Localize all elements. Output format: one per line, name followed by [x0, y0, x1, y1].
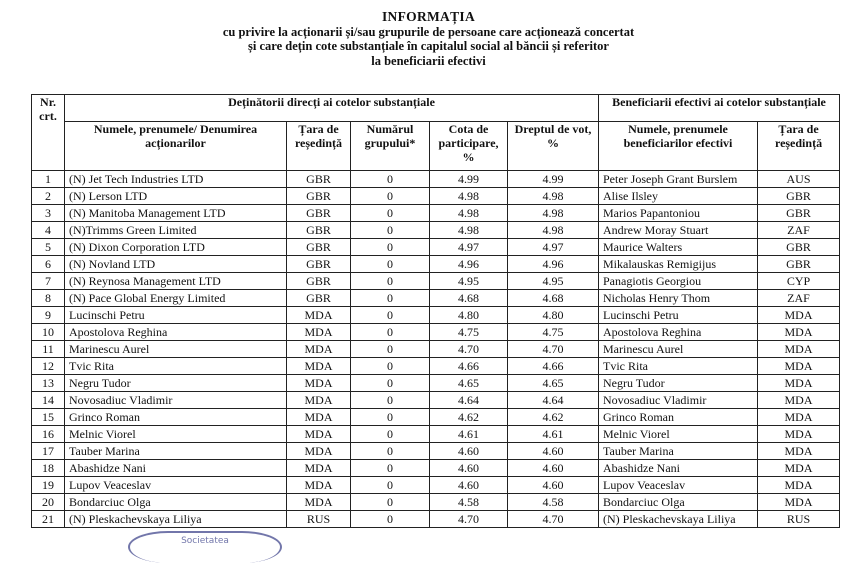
- row-nr: 9: [32, 307, 65, 324]
- row-beneficiary: (N) Pleskachevskaya Liliya: [599, 511, 758, 528]
- table-row: [32, 324, 840, 341]
- row-country: MDA: [287, 494, 351, 511]
- row-group: 0: [351, 171, 430, 188]
- row-nr: 18: [32, 460, 65, 477]
- row-share: 4.98: [430, 188, 508, 205]
- row-share: 4.61: [430, 426, 508, 443]
- row-beneficiary: Alise Ilsley: [599, 188, 758, 205]
- row-country: GBR: [287, 171, 351, 188]
- row-name: Lucinschi Petru: [65, 307, 287, 324]
- table-row: [32, 443, 840, 460]
- row-nr: 4: [32, 222, 65, 239]
- row-beneficiary: Tauber Marina: [599, 443, 758, 460]
- row-group: 0: [351, 494, 430, 511]
- row-group: 0: [351, 290, 430, 307]
- row-beneficiary: Andrew Moray Stuart: [599, 222, 758, 239]
- row-name: Abashidze Nani: [65, 460, 287, 477]
- row-group: 0: [351, 409, 430, 426]
- row-ben-country: AUS: [758, 171, 840, 188]
- row-name: Apostolova Reghina: [65, 324, 287, 341]
- row-share: 4.75: [430, 324, 508, 341]
- document-title-block: [0, 10, 857, 68]
- table-row: [32, 392, 840, 409]
- row-ben-country: MDA: [758, 307, 840, 324]
- row-vote: 4.65: [508, 375, 599, 392]
- row-beneficiary: Maurice Walters: [599, 239, 758, 256]
- row-ben-country: ZAF: [758, 290, 840, 307]
- row-country: GBR: [287, 222, 351, 239]
- row-ben-country: MDA: [758, 409, 840, 426]
- table-row: [32, 358, 840, 375]
- row-share: 4.60: [430, 460, 508, 477]
- table-row: [32, 239, 840, 256]
- row-nr: 21: [32, 511, 65, 528]
- row-beneficiary: Apostolova Reghina: [599, 324, 758, 341]
- row-name: (N)Trimms Green Limited: [65, 222, 287, 239]
- row-ben-country: GBR: [758, 205, 840, 222]
- row-group: 0: [351, 273, 430, 290]
- row-ben-country: CYP: [758, 273, 840, 290]
- table-row: [32, 511, 840, 528]
- table-row: [32, 426, 840, 443]
- row-name: (N) Reynosa Management LTD: [65, 273, 287, 290]
- row-country: MDA: [287, 460, 351, 477]
- row-vote: 4.70: [508, 341, 599, 358]
- row-country: MDA: [287, 477, 351, 494]
- row-nr: 5: [32, 239, 65, 256]
- row-country: MDA: [287, 392, 351, 409]
- header-nr: Nr. crt.: [32, 95, 65, 171]
- row-country: GBR: [287, 273, 351, 290]
- row-group: 0: [351, 392, 430, 409]
- row-nr: 16: [32, 426, 65, 443]
- row-nr: 13: [32, 375, 65, 392]
- header-share: Cota de participare, %: [430, 122, 508, 171]
- row-beneficiary: Peter Joseph Grant Burslem: [599, 171, 758, 188]
- row-beneficiary: Lupov Veaceslav: [599, 477, 758, 494]
- row-country: MDA: [287, 426, 351, 443]
- row-name: Lupov Veaceslav: [65, 477, 287, 494]
- row-ben-country: MDA: [758, 324, 840, 341]
- row-beneficiary: Tvic Rita: [599, 358, 758, 375]
- row-beneficiary: Nicholas Henry Thom: [599, 290, 758, 307]
- row-vote: 4.60: [508, 460, 599, 477]
- row-ben-country: GBR: [758, 256, 840, 273]
- row-name: (N) Pace Global Energy Limited: [65, 290, 287, 307]
- row-share: 4.95: [430, 273, 508, 290]
- row-group: 0: [351, 477, 430, 494]
- row-nr: 3: [32, 205, 65, 222]
- row-country: RUS: [287, 511, 351, 528]
- row-beneficiary: Novosadiuc Vladimir: [599, 392, 758, 409]
- row-ben-country: MDA: [758, 460, 840, 477]
- row-nr: 15: [32, 409, 65, 426]
- row-name: Tauber Marina: [65, 443, 287, 460]
- row-vote: 4.75: [508, 324, 599, 341]
- row-ben-country: MDA: [758, 477, 840, 494]
- row-country: MDA: [287, 307, 351, 324]
- row-beneficiary: Melnic Viorel: [599, 426, 758, 443]
- row-name: Novosadiuc Vladimir: [65, 392, 287, 409]
- row-vote: 4.60: [508, 477, 599, 494]
- row-share: 4.99: [430, 171, 508, 188]
- row-share: 4.68: [430, 290, 508, 307]
- row-country: GBR: [287, 188, 351, 205]
- header-beneficiaries: Beneficiarii efectivi ai cotelor substanțiale: [599, 95, 840, 122]
- row-share: 4.60: [430, 477, 508, 494]
- row-share: 4.66: [430, 358, 508, 375]
- header-ben-country: Țara de reședință: [758, 122, 840, 171]
- row-name: (N) Lerson LTD: [65, 188, 287, 205]
- row-group: 0: [351, 239, 430, 256]
- row-nr: 8: [32, 290, 65, 307]
- row-vote: 4.70: [508, 511, 599, 528]
- table-row: [32, 375, 840, 392]
- row-nr: 6: [32, 256, 65, 273]
- row-country: GBR: [287, 256, 351, 273]
- row-share: 4.60: [430, 443, 508, 460]
- row-group: 0: [351, 341, 430, 358]
- row-nr: 12: [32, 358, 65, 375]
- header-ben-name: Numele, prenumele beneficiarilor efectivi: [599, 122, 758, 171]
- row-vote: 4.68: [508, 290, 599, 307]
- row-ben-country: MDA: [758, 375, 840, 392]
- row-nr: 1: [32, 171, 65, 188]
- row-share: 4.96: [430, 256, 508, 273]
- row-vote: 4.96: [508, 256, 599, 273]
- row-country: GBR: [287, 239, 351, 256]
- subtitle-line-1: cu privire la acționarii și/sau grupurile de persoane care acționează concertat: [222, 24, 635, 39]
- row-nr: 20: [32, 494, 65, 511]
- row-beneficiary: Negru Tudor: [599, 375, 758, 392]
- subtitle-line-2: și care dețin cote substanțiale în capitalul social al băncii și referitor: [248, 39, 609, 53]
- row-vote: 4.58: [508, 494, 599, 511]
- row-group: 0: [351, 222, 430, 239]
- header-vote: Dreptul de vot, %: [508, 122, 599, 171]
- table-row: [32, 341, 840, 358]
- row-vote: 4.97: [508, 239, 599, 256]
- row-share: 4.64: [430, 392, 508, 409]
- row-vote: 4.98: [508, 188, 599, 205]
- row-name: Melnic Viorel: [65, 426, 287, 443]
- row-vote: 4.60: [508, 443, 599, 460]
- row-group: 0: [351, 324, 430, 341]
- header-direct-holders: Deținătorii direcți ai cotelor substanțiale: [65, 95, 599, 122]
- row-country: MDA: [287, 341, 351, 358]
- row-name: Bondarciuc Olga: [65, 494, 287, 511]
- row-share: 4.65: [430, 375, 508, 392]
- row-share: 4.98: [430, 222, 508, 239]
- row-vote: 4.80: [508, 307, 599, 324]
- table-row: [32, 205, 840, 222]
- table-row: [32, 460, 840, 477]
- row-group: 0: [351, 307, 430, 324]
- row-name: (N) Novland LTD: [65, 256, 287, 273]
- row-vote: 4.98: [508, 222, 599, 239]
- table-row: [32, 307, 840, 324]
- row-country: MDA: [287, 358, 351, 375]
- stamp-text: Societatea: [181, 536, 229, 546]
- row-beneficiary: Mikalauskas Remigijus: [599, 256, 758, 273]
- row-share: 4.62: [430, 409, 508, 426]
- row-vote: 4.64: [508, 392, 599, 409]
- document-title: INFORMAȚIA: [382, 9, 475, 24]
- row-name: Grinco Roman: [65, 409, 287, 426]
- row-ben-country: MDA: [758, 341, 840, 358]
- row-country: MDA: [287, 443, 351, 460]
- row-share: 4.98: [430, 205, 508, 222]
- row-ben-country: MDA: [758, 494, 840, 511]
- shareholders-table: [31, 94, 840, 528]
- row-name: (N) Dixon Corporation LTD: [65, 239, 287, 256]
- row-beneficiary: Marinescu Aurel: [599, 341, 758, 358]
- row-share: 4.80: [430, 307, 508, 324]
- row-group: 0: [351, 256, 430, 273]
- table-row: [32, 409, 840, 426]
- row-share: 4.97: [430, 239, 508, 256]
- row-country: MDA: [287, 375, 351, 392]
- row-name: Negru Tudor: [65, 375, 287, 392]
- row-ben-country: MDA: [758, 443, 840, 460]
- row-beneficiary: Grinco Roman: [599, 409, 758, 426]
- row-name: (N) Manitoba Management LTD: [65, 205, 287, 222]
- row-name: (N) Pleskachevskaya Liliya: [65, 511, 287, 528]
- table-row: [32, 171, 840, 188]
- row-ben-country: GBR: [758, 239, 840, 256]
- row-name: Tvic Rita: [65, 358, 287, 375]
- row-vote: 4.66: [508, 358, 599, 375]
- row-vote: 4.62: [508, 409, 599, 426]
- row-group: 0: [351, 443, 430, 460]
- row-nr: 7: [32, 273, 65, 290]
- row-group: 0: [351, 188, 430, 205]
- table-row: [32, 222, 840, 239]
- row-beneficiary: Marios Papantoniou: [599, 205, 758, 222]
- row-name: (N) Jet Tech Industries LTD: [65, 171, 287, 188]
- row-vote: 4.99: [508, 171, 599, 188]
- row-vote: 4.95: [508, 273, 599, 290]
- row-country: MDA: [287, 324, 351, 341]
- row-ben-country: MDA: [758, 358, 840, 375]
- row-group: 0: [351, 358, 430, 375]
- row-ben-country: MDA: [758, 426, 840, 443]
- row-beneficiary: Lucinschi Petru: [599, 307, 758, 324]
- row-beneficiary: Abashidze Nani: [599, 460, 758, 477]
- row-country: GBR: [287, 290, 351, 307]
- table-row: [32, 273, 840, 290]
- table-row: [32, 256, 840, 273]
- row-share: 4.70: [430, 511, 508, 528]
- row-nr: 2: [32, 188, 65, 205]
- row-vote: 4.98: [508, 205, 599, 222]
- row-country: MDA: [287, 409, 351, 426]
- row-group: 0: [351, 205, 430, 222]
- header-country: Țara de reședință: [287, 122, 351, 171]
- header-name: Numele, prenumele/ Denumirea acționarilor: [65, 122, 287, 171]
- stamp: [128, 531, 282, 563]
- table-row: [32, 188, 840, 205]
- row-beneficiary: Bondarciuc Olga: [599, 494, 758, 511]
- row-beneficiary: Panagiotis Georgiou: [599, 273, 758, 290]
- row-name: Marinescu Aurel: [65, 341, 287, 358]
- table-row: [32, 290, 840, 307]
- table-row: [32, 494, 840, 511]
- row-share: 4.58: [430, 494, 508, 511]
- row-country: GBR: [287, 205, 351, 222]
- header-group: Numărul grupului*: [351, 122, 430, 171]
- table-body: [32, 171, 840, 528]
- row-group: 0: [351, 426, 430, 443]
- row-vote: 4.61: [508, 426, 599, 443]
- row-nr: 17: [32, 443, 65, 460]
- row-group: 0: [351, 460, 430, 477]
- row-ben-country: MDA: [758, 392, 840, 409]
- row-nr: 14: [32, 392, 65, 409]
- row-ben-country: GBR: [758, 188, 840, 205]
- row-ben-country: RUS: [758, 511, 840, 528]
- row-ben-country: ZAF: [758, 222, 840, 239]
- row-group: 0: [351, 511, 430, 528]
- subtitle-line-3: la beneficiarii efectivi: [371, 53, 486, 68]
- row-nr: 11: [32, 341, 65, 358]
- table-row: [32, 477, 840, 494]
- row-nr: 19: [32, 477, 65, 494]
- row-group: 0: [351, 375, 430, 392]
- row-share: 4.70: [430, 341, 508, 358]
- row-nr: 10: [32, 324, 65, 341]
